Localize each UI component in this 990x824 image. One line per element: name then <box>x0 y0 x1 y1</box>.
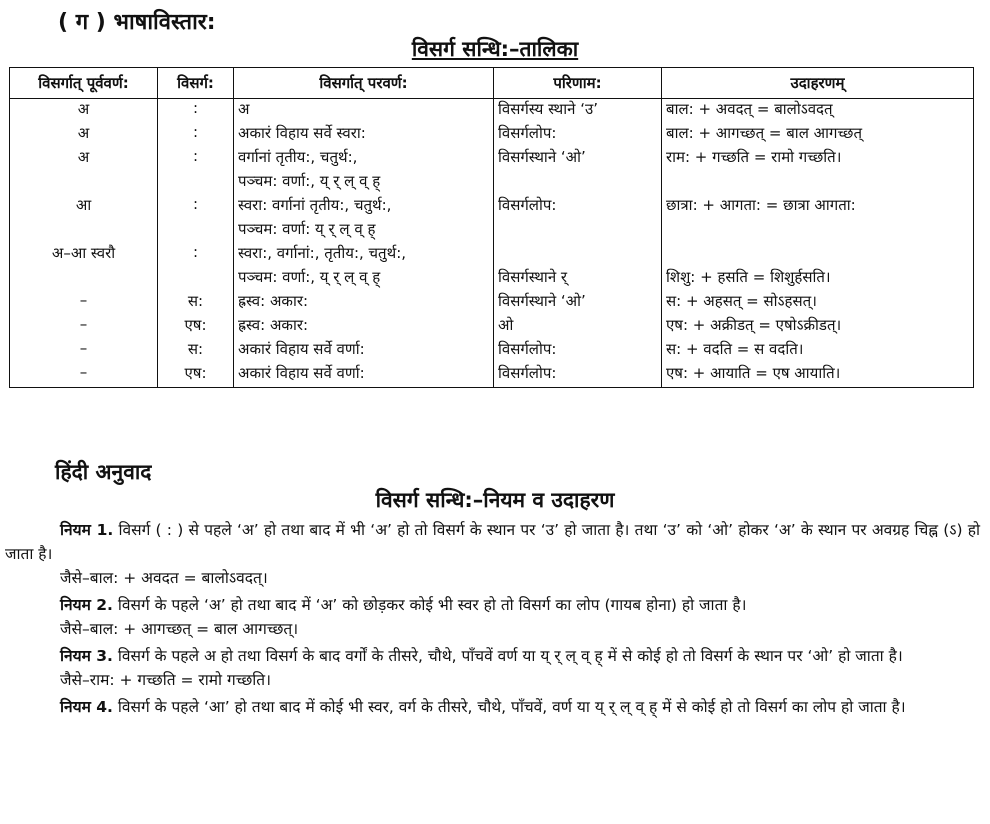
rule-text: विसर्ग ( : ) से पहले ‘अ’ हो तथा बाद में भी ‘अ’ हो तो विसर्ग के स्थान पर ‘उ’ हो जाता है। तथा ‘उ’ को ‘ओ’ होकर ‘अ’ के स्थान पर अवग्रह चिह्न (ऽ) हो जाता है। <box>5 521 980 563</box>
pre-letter-cell <box>10 219 158 243</box>
pre-letter-cell: अ <box>10 123 158 147</box>
pre-letter-cell: आ <box>10 195 158 219</box>
post-letter-cell: अ <box>234 99 494 124</box>
pre-letter-cell: अ–आ स्वरौ <box>10 243 158 267</box>
post-letter-cell: अकारं विहाय सर्वे वर्णा: <box>234 363 494 388</box>
rule-text: विसर्ग के पहले ‘अ’ हो तथा बाद में ‘अ’ को छोड़कर कोई भी स्वर हो तो विसर्ग का लोप (गायब होना) हो जाता है। <box>117 596 747 614</box>
column-header: विसर्ग: <box>158 68 234 99</box>
post-letter-cell: ह्रस्व: अकार: <box>234 315 494 339</box>
pre-letter-cell: अ <box>10 147 158 171</box>
column-header: परिणाम: <box>494 68 662 99</box>
result-cell: विसर्गस्थाने र् <box>494 267 662 291</box>
table-row <box>10 243 974 267</box>
rule-number: नियम 2. <box>60 596 113 614</box>
result-cell: विसर्गस्थाने ‘ओ’ <box>494 291 662 315</box>
pre-letter-cell: अ <box>10 99 158 124</box>
rule-number: नियम 4. <box>60 698 113 716</box>
result-cell: ओ <box>494 315 662 339</box>
pre-letter-cell: – <box>10 315 158 339</box>
rule-example: जैसे–बाल: + आगच्छत् = बाल आगच्छत्। <box>60 620 299 638</box>
post-letter-cell: पञ्चम: वर्णा: य् र् ल् व् ह् <box>234 219 494 243</box>
example-cell: बाल: + आगच्छत् = बाल आगच्छत् <box>662 123 974 147</box>
column-header: उदाहरणम् <box>662 68 974 99</box>
column-header: विसर्गात् पूर्ववर्ण: <box>10 68 158 99</box>
visarga-cell: : <box>158 123 234 147</box>
rule-paragraph <box>5 518 980 566</box>
pre-letter-cell: – <box>10 291 158 315</box>
post-letter-cell: अकारं विहाय सर्वे स्वरा: <box>234 123 494 147</box>
table-caption: विसर्ग सन्धि:–तालिका <box>411 37 579 61</box>
example-cell: स: + अहसत् = सोऽहसत्। <box>662 291 974 315</box>
table-row <box>10 363 974 388</box>
result-cell <box>494 243 662 267</box>
example-cell: एष: + अक्रीडत् = एषोऽक्रीडत्। <box>662 315 974 339</box>
example-cell <box>662 219 974 243</box>
rule-example: जैसे–राम: + गच्छति = रामो गच्छति। <box>60 671 271 689</box>
visarga-cell <box>158 219 234 243</box>
visarga-cell: एष: <box>158 363 234 388</box>
post-letter-cell: पञ्चम: वर्णा:, य् र् ल् व् ह् <box>234 171 494 195</box>
rule-text: विसर्ग के पहले अ हो तथा विसर्ग के बाद वर्गों के तीसरे, चौथे, पाँचवें वर्ण या य् र् ल् व् ह् में से कोई हो तो विसर्ग के स्थान पर ‘ओ’ हो जाता है। <box>117 647 903 665</box>
post-letter-cell: स्वरा:, वर्गानां:, तृतीय:, चतुर्थ:, <box>234 243 494 267</box>
rule-text: विसर्ग के पहले ‘आ’ हो तथा बाद में कोई भी स्वर, वर्ग के तीसरे, चौथे, पाँचवें, वर्ण या य् र् ल् व् ह् में से कोई हो तो विसर्ग का लोप हो जाता है। <box>117 698 906 716</box>
visarga-cell <box>158 267 234 291</box>
example-cell: शिशु: + हसति = शिशुर्हसति। <box>662 267 974 291</box>
example-cell: एष: + आयाति = एष आयाति। <box>662 363 974 388</box>
rule-number: नियम 3. <box>60 647 113 665</box>
result-cell: विसर्गलोप: <box>494 195 662 219</box>
example-cell: बाल: + अवदत् = बालोऽवदत् <box>662 99 974 124</box>
example-cell: छात्रा: + आगता: = छात्रा आगता: <box>662 195 974 219</box>
rules-section <box>5 518 980 719</box>
table-row <box>10 219 974 243</box>
post-letter-cell: स्वरा: वर्गानां तृतीय:, चतुर्थ:, <box>234 195 494 219</box>
translation-heading: हिंदी अनुवाद <box>55 460 152 484</box>
visarga-sandhi-table <box>9 67 974 388</box>
example-cell <box>662 243 974 267</box>
rule-paragraph <box>5 593 980 617</box>
table-row <box>10 267 974 291</box>
visarga-cell <box>158 171 234 195</box>
example-cell: स: + वदति = स वदति। <box>662 339 974 363</box>
result-cell: विसर्गलोप: <box>494 339 662 363</box>
table-row <box>10 147 974 171</box>
result-cell: विसर्गस्थाने ‘ओ’ <box>494 147 662 171</box>
result-cell: विसर्गस्य स्थाने ‘उ’ <box>494 99 662 124</box>
example-cell <box>662 171 974 195</box>
section-heading: ( ग ) भाषाविस्तार: <box>58 10 216 35</box>
pre-letter-cell <box>10 171 158 195</box>
rule-paragraph <box>5 695 980 719</box>
rule-number: नियम 1. <box>60 521 114 539</box>
pre-letter-cell: – <box>10 339 158 363</box>
table-row <box>10 291 974 315</box>
table-row <box>10 99 974 124</box>
table-row <box>10 315 974 339</box>
result-cell: विसर्गलोप: <box>494 123 662 147</box>
result-cell <box>494 219 662 243</box>
table-body <box>10 99 974 388</box>
rule-example: जैसे–बाल: + अवदत = बालोऽवदत्। <box>60 569 268 587</box>
pre-letter-cell: – <box>10 363 158 388</box>
result-cell <box>494 171 662 195</box>
post-letter-cell: ह्रस्व: अकार: <box>234 291 494 315</box>
post-letter-cell: अकारं विहाय सर्वे वर्णा: <box>234 339 494 363</box>
visarga-cell: : <box>158 243 234 267</box>
result-cell: विसर्गलोप: <box>494 363 662 388</box>
visarga-cell: : <box>158 147 234 171</box>
visarga-cell: स: <box>158 291 234 315</box>
visarga-cell: एष: <box>158 315 234 339</box>
table-row <box>10 195 974 219</box>
rules-title: विसर्ग सन्धि:–नियम व उदाहरण <box>375 488 615 512</box>
table-header-row <box>10 68 974 99</box>
column-header: विसर्गात् परवर्ण: <box>234 68 494 99</box>
rule-paragraph <box>5 644 980 668</box>
post-letter-cell: वर्गानां तृतीय:, चतुर्थ:, <box>234 147 494 171</box>
example-cell: राम: + गच्छति = रामो गच्छति। <box>662 147 974 171</box>
visarga-cell: स: <box>158 339 234 363</box>
table-row <box>10 171 974 195</box>
post-letter-cell: पञ्चम: वर्णा:, य् र् ल् व् ह् <box>234 267 494 291</box>
visarga-cell: : <box>158 99 234 124</box>
pre-letter-cell <box>10 267 158 291</box>
table-row <box>10 123 974 147</box>
visarga-cell: : <box>158 195 234 219</box>
table-row <box>10 339 974 363</box>
